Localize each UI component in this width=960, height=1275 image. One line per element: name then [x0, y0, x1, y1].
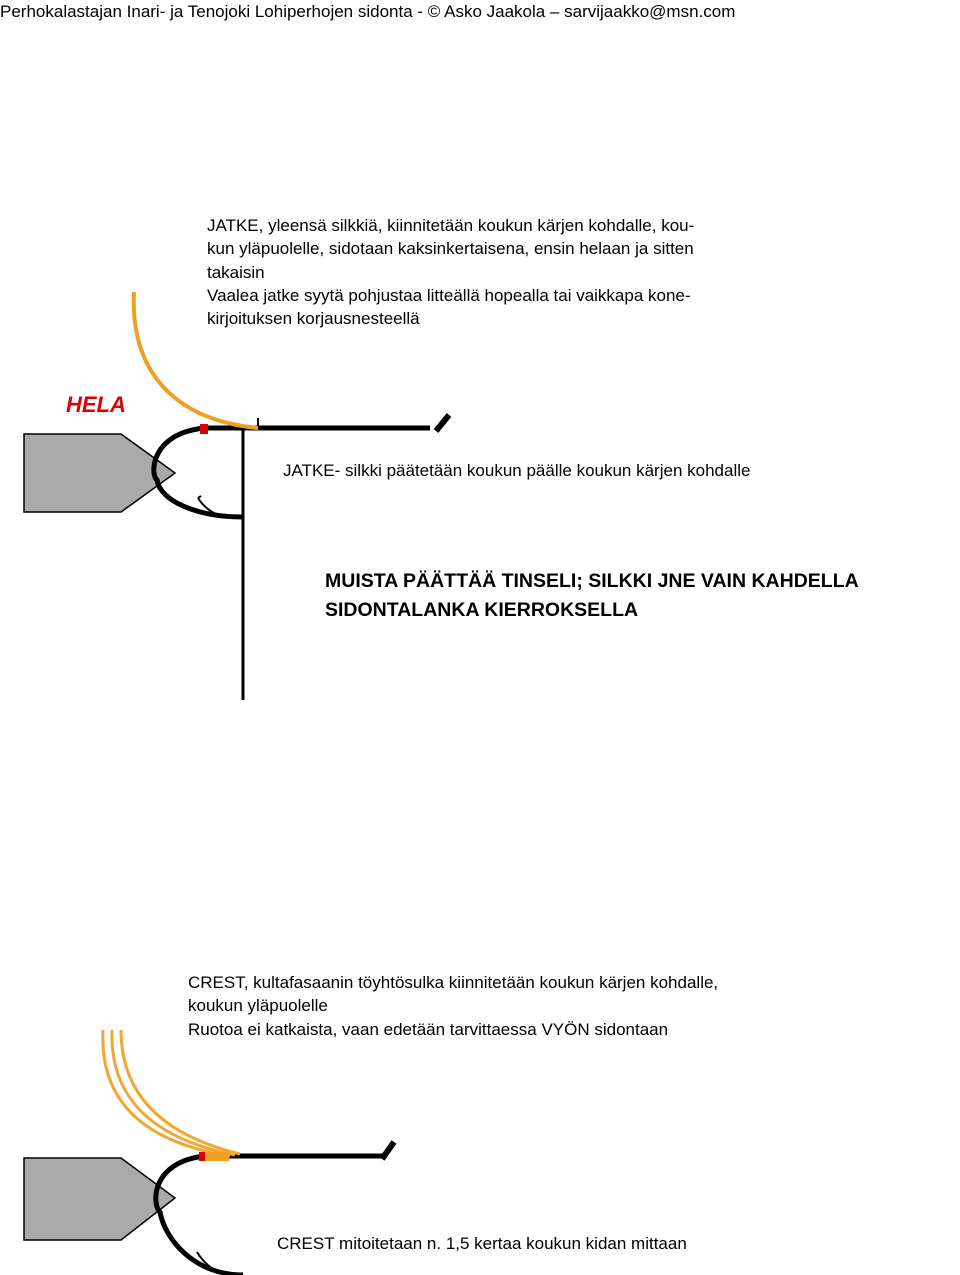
- jatke-line-4: Vaalea jatke syytä pohjustaa litteällä hopealla tai vaikkapa kone-: [207, 285, 691, 305]
- crest-caption: CREST mitoitetaan n. 1,5 kertaa koukun kidan mittaan: [277, 1234, 687, 1253]
- crest-line-2: koukun yläpuolelle: [188, 996, 328, 1016]
- jatke-line-5: kirjoituksen korjausnesteellä: [207, 309, 420, 329]
- crest-tie-in-marker: [203, 1152, 229, 1161]
- jatke-caption: JATKE- silkki päätetään koukun päälle koukun kärjen kohdalle: [283, 461, 751, 480]
- jatke-line-3: takaisin: [207, 262, 265, 282]
- fly-body-shape-2: [24, 1158, 175, 1240]
- warning-line-2: SIDONTALANKA KIERROKSELLA: [325, 599, 639, 621]
- crest-line-3: Ruotoa ei katkaista, vaan edetään tarvittaessa VYÖN sidontaan: [188, 1019, 669, 1039]
- hook-eye-2: [382, 1142, 394, 1159]
- crest-line-1: CREST, kultafasaanin töyhtösulka kiinnitetään koukun kärjen kohdalle,: [188, 973, 719, 992]
- jatke-line-2: kun yläpuolelle, sidotaan kaksinkertaisena, ensin helaan ja sitten: [207, 239, 694, 259]
- jatke-line-1: JATKE, yleensä silkkiä, kiinnitetään koukun kärjen kohdalle, kou-: [207, 216, 695, 235]
- crest-fiber-3: [121, 1030, 240, 1154]
- crest-fiber-2: [112, 1030, 235, 1155]
- crest-hela-marker: [199, 1152, 205, 1161]
- warning-line-1: MUISTA PÄÄTTÄÄ TINSELI; SILKKI JNE VAIN KAHDELLA: [325, 570, 859, 592]
- page-header: Perhokalastajan Inari- ja Tenojoki Lohiperhojen sidonta - © Asko Jaakola – sarvijaakko@msn.com: [0, 2, 736, 21]
- hela-label: HELA: [66, 392, 126, 417]
